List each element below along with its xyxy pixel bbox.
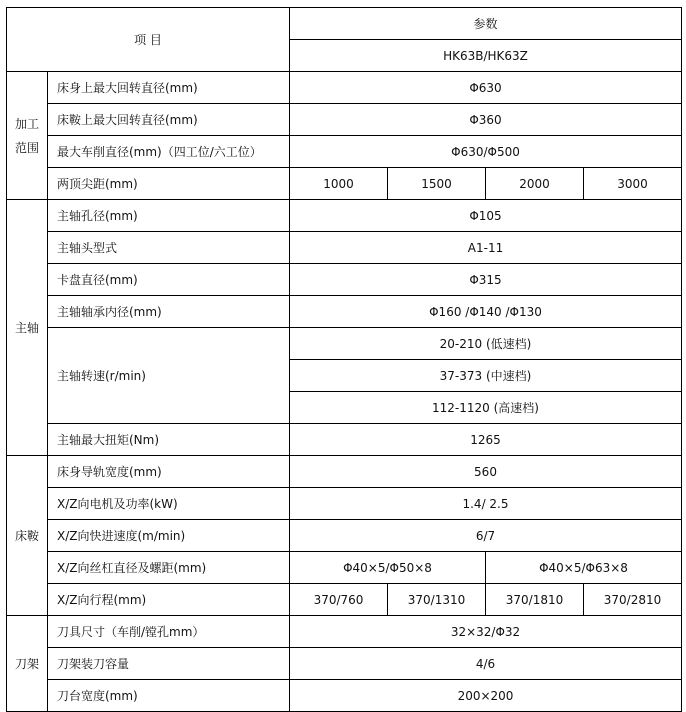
param-torque: 主轴最大扭矩(Nm) xyxy=(48,424,290,456)
value-center-distance-4: 3000 xyxy=(584,168,682,200)
header-param-cell: 参数 xyxy=(290,8,682,40)
value-guide-width: 560 xyxy=(290,456,682,488)
header-item-cell: 项 目 xyxy=(7,8,290,72)
group-turret: 刀架 xyxy=(7,616,48,712)
value-carriage-swing: Φ360 xyxy=(290,104,682,136)
group-label-line1: 加工 xyxy=(14,116,39,131)
value-center-distance-1: 1000 xyxy=(290,168,388,200)
value-torque: 1265 xyxy=(290,424,682,456)
group-label-line2: 范围 xyxy=(14,140,39,155)
value-table-width: 200×200 xyxy=(290,680,682,712)
value-center-distance-2: 1500 xyxy=(388,168,486,200)
param-carriage-swing: 床鞍上最大回转直径(mm) xyxy=(48,104,290,136)
param-table-width: 刀台宽度(mm) xyxy=(48,680,290,712)
param-spindle-speed: 主轴转速(r/min) xyxy=(48,328,290,424)
value-tool-size: 32×32/Φ32 xyxy=(290,616,682,648)
group-machining-range xyxy=(7,72,48,200)
value-travel-2: 370/1310 xyxy=(388,584,486,616)
group-carriage: 床鞍 xyxy=(7,456,48,616)
param-spindle-nose: 主轴头型式 xyxy=(48,232,290,264)
param-center-distance: 两顶尖距(mm) xyxy=(48,168,290,200)
param-max-turning: 最大车削直径(mm)（四工位/六工位） xyxy=(48,136,290,168)
value-bed-swing: Φ630 xyxy=(290,72,682,104)
value-spindle-nose: A1-11 xyxy=(290,232,682,264)
value-capacity: 4/6 xyxy=(290,648,682,680)
value-screw-1: Φ40×5/Φ50×8 xyxy=(290,552,486,584)
param-bearing: 主轴轴承内径(mm) xyxy=(48,296,290,328)
value-motor: 1.4/ 2.5 xyxy=(290,488,682,520)
value-travel-3: 370/1810 xyxy=(486,584,584,616)
value-bearing: Φ160 /Φ140 /Φ130 xyxy=(290,296,682,328)
spec-table xyxy=(6,7,682,712)
value-chuck: Φ315 xyxy=(290,264,682,296)
value-spindle-bore: Φ105 xyxy=(290,200,682,232)
group-spindle: 主轴 xyxy=(7,200,48,456)
param-rapid: X/Z向快进速度(m/min) xyxy=(48,520,290,552)
param-bed-swing: 床身上最大回转直径(mm) xyxy=(48,72,290,104)
value-screw-2: Φ40×5/Φ63×8 xyxy=(486,552,682,584)
param-capacity: 刀架装刀容量 xyxy=(48,648,290,680)
param-travel: X/Z向行程(mm) xyxy=(48,584,290,616)
param-motor: X/Z向电机及功率(kW) xyxy=(48,488,290,520)
param-spindle-bore: 主轴孔径(mm) xyxy=(48,200,290,232)
param-guide-width: 床身导轨宽度(mm) xyxy=(48,456,290,488)
header-model-cell: HK63B/HK63Z xyxy=(290,40,682,72)
param-tool-size: 刀具尺寸（车削/镗孔mm） xyxy=(48,616,290,648)
value-max-turning: Φ630/Φ500 xyxy=(290,136,682,168)
param-chuck: 卡盘直径(mm) xyxy=(48,264,290,296)
value-travel-4: 370/2810 xyxy=(584,584,682,616)
value-speed-high: 112-1120 (高速档) xyxy=(290,392,682,424)
value-rapid: 6/7 xyxy=(290,520,682,552)
value-speed-low: 20-210 (低速档) xyxy=(290,328,682,360)
value-center-distance-3: 2000 xyxy=(486,168,584,200)
value-travel-1: 370/760 xyxy=(290,584,388,616)
param-screw: X/Z向丝杠直径及螺距(mm) xyxy=(48,552,290,584)
value-speed-mid: 37-373 (中速档) xyxy=(290,360,682,392)
